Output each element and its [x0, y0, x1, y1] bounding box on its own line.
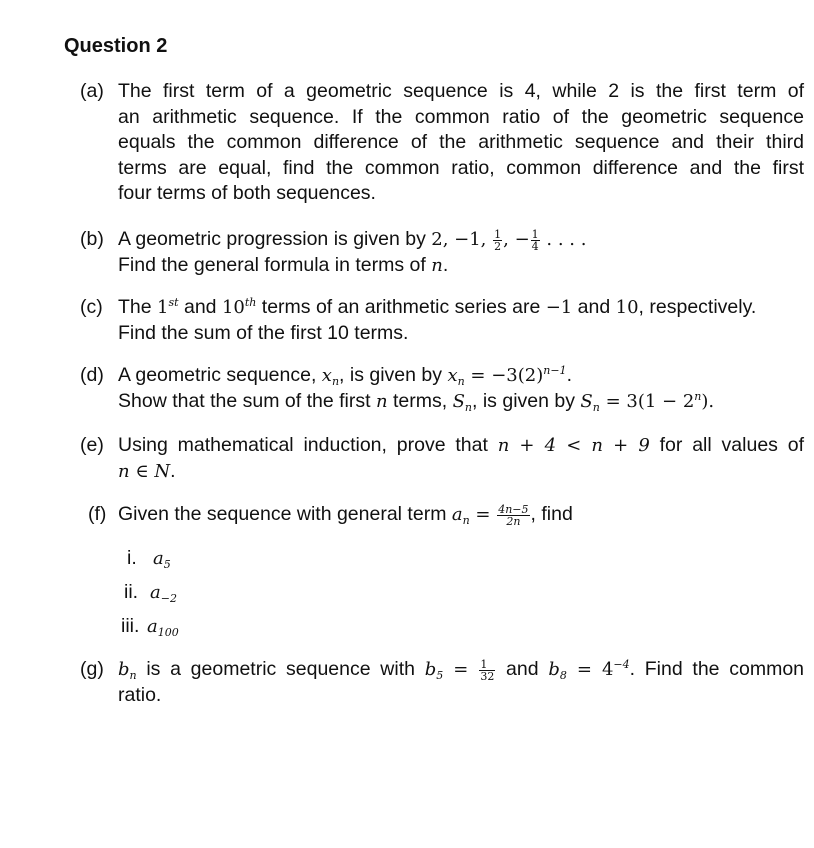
math-expression: = −3(2) — [464, 365, 544, 386]
part-a — [80, 79, 804, 207]
part-f-item — [124, 580, 177, 605]
text-span: A geometric sequence, — [118, 364, 322, 386]
fraction-one-quarter — [531, 229, 540, 252]
fraction-denominator: 2n — [506, 515, 521, 528]
math-expression: = 3(1 − 2 — [599, 390, 695, 412]
part-d-label: (d) — [80, 364, 104, 386]
math-variable: a — [147, 616, 158, 637]
math-number: 10 — [615, 297, 639, 318]
text-span: terms of an arithmetic series are — [256, 296, 546, 318]
math-subscript: 5 — [436, 669, 444, 682]
text-span: The — [118, 296, 158, 318]
part-a-label: (a) — [80, 80, 104, 102]
part-a-line: terms are equal, find the common ratio, common difference and the first — [118, 156, 804, 179]
text-span: . Find the common — [629, 658, 805, 680]
math-subscript: 100 — [157, 626, 179, 639]
part-b-intro: A geometric progression is given by — [118, 228, 432, 250]
text-span: Given the sequence with general term — [118, 503, 452, 525]
math-variable: n — [375, 390, 388, 412]
math-variable: b — [424, 659, 437, 680]
ellipsis: . . . . — [540, 229, 587, 250]
part-e-label: (e) — [80, 434, 104, 456]
fraction-numerator: 4n−5 — [498, 503, 529, 516]
text-span: , is given by — [339, 364, 448, 386]
math-subscript: n — [464, 400, 473, 414]
fraction-numerator: 1 — [494, 228, 502, 241]
part-c-line-2: Find the sum of the first 10 terms. — [118, 321, 409, 344]
math-subscript: 5 — [163, 558, 171, 571]
fraction-one-half — [493, 229, 502, 252]
part-b-label: (b) — [80, 228, 104, 250]
math-subscript: n — [462, 514, 470, 527]
part-a-line: The first term of a geometric sequence is 4, while 2 is the first term of — [118, 80, 804, 102]
part-c-text — [118, 295, 804, 346]
text-span: , respectively. — [638, 296, 757, 318]
math-variable: S — [580, 390, 593, 412]
part-a-text — [118, 79, 804, 207]
math-exponent: n — [694, 389, 702, 403]
math-variable: x — [447, 365, 458, 386]
math-exponent: n−1 — [543, 364, 567, 377]
math-variable: b — [548, 659, 560, 680]
item-label: ii. — [124, 581, 139, 603]
part-e — [80, 433, 804, 484]
punctuation: . — [566, 364, 572, 386]
part-f — [88, 502, 812, 528]
math-subscript: n — [129, 669, 137, 682]
part-f-item — [127, 546, 171, 571]
math-variable: x — [321, 365, 332, 386]
sequence-separator: , − — [503, 229, 530, 250]
part-f-label: (f) — [88, 503, 107, 525]
part-d — [80, 363, 804, 414]
part-g-label: (g) — [80, 658, 104, 680]
part-d-line-1 — [118, 363, 804, 389]
math-variable: a — [150, 582, 161, 603]
part-f-item — [121, 614, 179, 639]
fraction-numerator: 1 — [479, 659, 495, 671]
part-a-line: four terms of both sequences. — [118, 182, 376, 204]
text-span: is a geometric sequence with — [136, 658, 425, 680]
math-variable: b — [118, 659, 130, 680]
part-g-line-1 — [118, 657, 804, 683]
part-d-line-2 — [118, 389, 804, 415]
part-g — [80, 657, 804, 708]
math-expression: ). — [701, 390, 715, 412]
math-number: 10 — [221, 297, 245, 318]
text-span: Using mathematical induction, prove that — [118, 434, 498, 456]
part-b — [80, 227, 804, 278]
part-e-line-1 — [118, 433, 804, 459]
math-subscript: n — [592, 400, 600, 414]
part-b-line-2 — [118, 253, 804, 279]
math-expression: = — [469, 504, 497, 525]
text-span: Show that the sum of the first — [118, 389, 376, 412]
punctuation: . — [170, 459, 176, 482]
math-number: −1 — [545, 297, 573, 318]
fraction-numerator: 1 — [531, 228, 539, 241]
part-e-text — [118, 433, 804, 484]
part-g-text — [118, 657, 804, 708]
math-subscript: 8 — [559, 669, 567, 682]
item-label: iii. — [121, 615, 140, 637]
punctuation: . — [442, 253, 449, 276]
math-number: 1 — [157, 297, 169, 318]
math-variable: n — [431, 254, 443, 276]
part-b-text — [118, 227, 804, 278]
fraction-denominator: 4 — [531, 240, 539, 253]
text-span: , find — [530, 503, 573, 525]
text-span: and — [572, 296, 616, 318]
math-expression: n + 4 < n + 9 — [497, 435, 650, 456]
math-expression: = — [443, 659, 479, 680]
part-c-label: (c) — [80, 296, 103, 318]
ordinal-suffix: th — [244, 296, 257, 309]
text-span: terms, — [387, 389, 453, 412]
ordinal-suffix: st — [168, 296, 179, 309]
fraction-one-thirty-second — [479, 659, 495, 682]
question-title: Question 2 — [64, 35, 168, 57]
part-d-text — [118, 363, 804, 414]
part-f-text — [118, 502, 812, 528]
part-f-line-1 — [118, 502, 812, 528]
part-a-line: an arithmetic sequence. If the common ratio of the geometric sequence — [118, 105, 804, 128]
math-variable: a — [451, 504, 463, 525]
part-g-line-2: ratio. — [118, 683, 162, 706]
part-b-instruction: Find the general formula in terms of — [118, 253, 432, 276]
math-variable: a — [153, 548, 164, 569]
text-span: , is given by — [472, 389, 581, 412]
math-variable: S — [452, 390, 465, 412]
math-expression: n ∈ N — [118, 460, 171, 482]
part-c — [80, 295, 804, 346]
math-subscript: −2 — [160, 592, 177, 605]
sequence-terms: 2, −1, — [431, 229, 493, 250]
math-expression: = 4 — [566, 659, 614, 680]
math-exponent: −4 — [613, 658, 630, 671]
part-c-line-1 — [118, 295, 804, 321]
math-subscript: n — [331, 375, 340, 388]
part-e-line-2 — [118, 459, 804, 485]
part-a-line: equals the common difference of the arithmetic sequence and their third — [118, 131, 804, 153]
text-span: and — [178, 296, 222, 318]
text-span: and — [496, 658, 549, 680]
fraction-denominator: 2 — [494, 240, 502, 253]
text-span: for all values of — [649, 434, 804, 456]
general-term-fraction — [497, 504, 529, 527]
item-label: i. — [127, 547, 137, 569]
math-subscript: n — [457, 375, 465, 388]
fraction-denominator: 32 — [480, 670, 495, 683]
part-b-line-1 — [118, 227, 804, 253]
